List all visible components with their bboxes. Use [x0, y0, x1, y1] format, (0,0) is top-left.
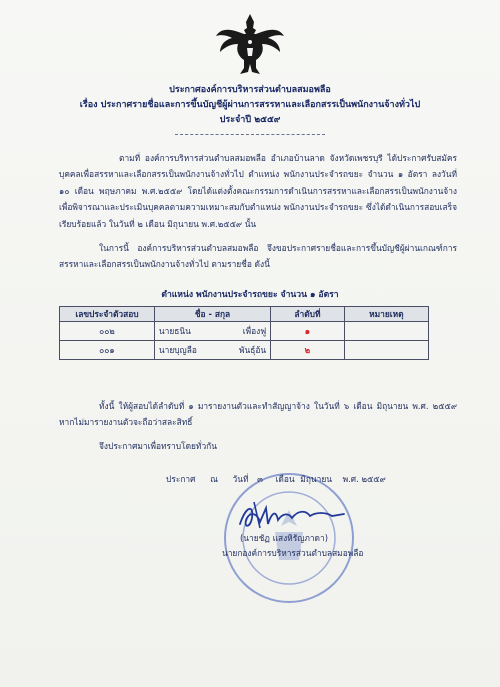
header-name: ชื่อ - สกุล [154, 307, 270, 322]
intro-paragraph: ตามที่ องค์การบริหารส่วนตำบลสมอพลือ อำเภอบ้านลาด จังหวัดเพชรบุรี ได้ประกาศรับสมัครบุคคลเพื่อสรรหาและเลือกสรรเป็นพนักงานจ้างทั่วไป ตำแหน่ง พนักงานประจำรถขยะ จำนวน ๑ อัตรา ลงวันที่ ๑๐ เดือน พฤษภาคม พ.ศ.๒๕๕๙ โดยได้แต่งตั้งคณะกรรมการดำเนินการสรรหาและเลือกสรรเป็นพนักงานจ้าง เพื่อพิจารณาและประเมินบุคคลตามความเหมาะสมกับตำแหน่ง พนักงานประจำรถขยะ ซึ่งได้ดำเนินการสอบเสร็จเรียบร้อยแล้ว ในวันที่ ๒ เดือน มิถุนายน พ.ศ.๒๕๕๙ นั้น [59, 153, 457, 229]
rank-cell: ๒ [271, 341, 345, 360]
garuda-emblem-icon [214, 12, 286, 76]
name-cell [154, 341, 270, 360]
signatory-position: นายกองค์การบริหารส่วนตำบลสมอพลือ [222, 548, 364, 558]
handwritten-signature-icon [236, 498, 348, 532]
header-exam-id: เลขประจำตัวสอบ [60, 307, 155, 322]
closing-paragraph: จึงประกาศมาเพื่อทราบโดยทั่วกัน [99, 441, 217, 451]
last-name: เพื่องฟู [242, 326, 267, 336]
header-rank: ลำดับที่ [271, 307, 345, 322]
signatory-name: (นายชัฏ แสงหิรัญภาดา) [240, 533, 328, 543]
header-note: หมายเหตุ [344, 307, 428, 322]
table-row [60, 322, 429, 341]
announcement-date: ประกาศ ณ วันที่ ๓ เดือน มิถุนายน พ.ศ. ๒๕๕๙ [166, 474, 386, 484]
reporting-paragraph: ทั้งนี้ ให้ผู้สอบได้ลำดับที่ ๑ มารายงานตัวและทำสัญญาจ้าง ในวันที่ ๖ เดือน มิถุนายน พ.ศ. ๒๕๕๙ หากไม่มารายงานตัวจะถือว่าสละสิทธิ์ [59, 401, 457, 428]
first-name: นายธนิน [158, 326, 191, 336]
exam-id-cell: ๐๐๑ [60, 341, 155, 360]
announcement-year: ประจำปี ๒๕๕๙ [219, 115, 281, 125]
table-row [60, 341, 429, 360]
name-cell [154, 322, 270, 341]
announcement-heading: ประกาศองค์การบริหารส่วนตำบลสมอพลือ [169, 85, 331, 95]
exam-id-cell: ๐๐๒ [60, 322, 155, 341]
table-header-row [60, 307, 429, 322]
announcement-paragraph: ในการนี้ องค์การบริหารส่วนตำบลสมอพลือ จึงขอประกาศรายชื่อและการขึ้นบัญชีผู้ผ่านเกณฑ์การสรรหาและเลือกสรรเป็นพนักงานจ้างทั่วไป ตามรายชื่อ ดังนี้ [59, 243, 457, 270]
first-name: นายบุญลือ [158, 345, 197, 355]
note-cell [344, 322, 428, 341]
heading-divider [175, 134, 325, 135]
last-name: พันธุ์อ้น [239, 345, 267, 355]
rank-cell: ๑ [271, 322, 345, 341]
note-cell [344, 341, 428, 360]
results-table [59, 306, 429, 360]
announcement-subject: เรื่อง ประกาศรายชื่อและการขึ้นบัญชีผู้ผ่านการสรรหาและเลือกสรรเป็นพนักงานจ้างทั่วไป [79, 100, 421, 110]
position-line: ตำแหน่ง พนักงานประจำรถขยะ จำนวน ๑ อัตรา [161, 290, 339, 300]
